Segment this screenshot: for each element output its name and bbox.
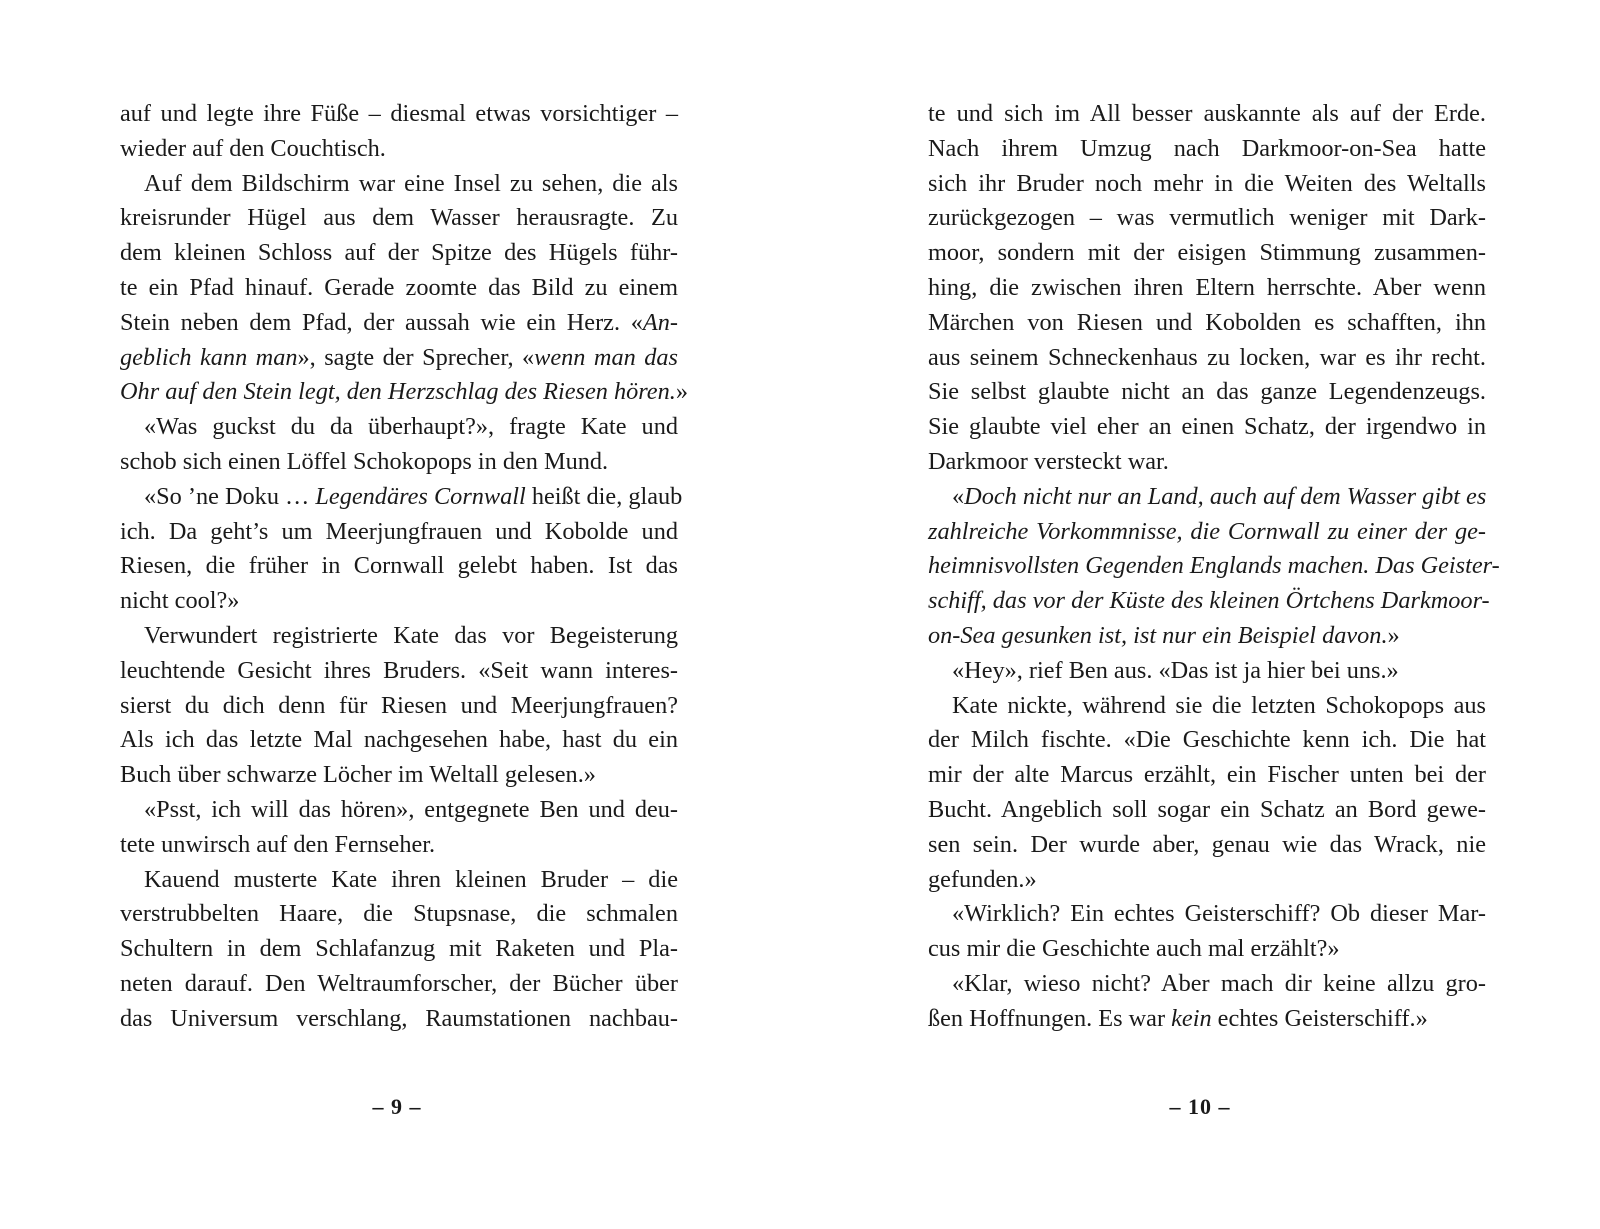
text-line [120,134,678,162]
text-line [952,656,1486,684]
text-segment: das Universum verschlang, Raumstationen nachbau- [120,1004,678,1032]
text-segment: kreisrunder Hügel aus dem Wasser herausragte. Zu [120,204,678,232]
text-line [120,937,678,961]
text-segment: Schultern in dem Schlafanzug mit Raketen und Pla- [120,935,678,963]
italic-text: schiff, das vor der Küste des kleinen Örtchens Darkmoor- [928,587,1490,615]
text-line [144,865,678,893]
text-segment: Märchen von Riesen und Kobolden es schafften, ihn [928,308,1486,336]
text-segment: », sagte der Sprecher, « [297,343,535,371]
text-segment: echtes Geisterschiff.» [1211,1004,1428,1032]
text-segment: sierst du dich denn für Riesen und Meerjungfrauen? [120,691,678,719]
text-segment: Kate nickte, während sie die letzten Schokopops aus [952,691,1486,719]
text-line [120,102,678,126]
text-segment: Riesen, die früher in Cornwall gelebt haben. Ist das [120,552,678,580]
text-line [928,380,1486,404]
text-segment: tete unwirsch auf den Fernseher. [120,830,436,858]
text-line [120,902,678,926]
text-segment: ich. Da geht’s um Meerjungfrauen und Kobolde und [120,517,678,545]
text-line [120,830,678,858]
text-segment: te ein Pfad hinauf. Gerade zoomte das Bild zu einem [120,274,678,301]
text-line [928,865,1486,893]
text-line [928,798,1486,822]
text-line [120,343,678,371]
text-line [120,728,678,752]
text-segment: aus seinem Schneckenhaus zu locken, war es ihr recht. [928,343,1486,371]
text-segment: nicht cool?» [120,587,240,615]
text-line [120,763,678,787]
text-segment: Nach ihrem Umzug nach Darkmoor-on-Sea hatte [928,134,1486,162]
italic-text: Legendäres Cornwall [315,482,526,510]
text-line [120,241,678,265]
text-line [928,728,1486,752]
italic-text: wenn man das [534,343,678,371]
text-line [120,589,678,613]
text-line [120,972,678,996]
text-segment: dem kleinen Schloss auf der Spitze des Hügels führ- [120,239,678,267]
text-line [928,624,1486,648]
text-line [144,798,678,822]
text-line [928,169,1486,197]
text-segment: Buch über schwarze Löcher im Weltall gelesen.» [120,761,596,789]
text-segment: auf und legte ihre Füße – diesmal etwas vorsichtiger – [120,100,678,127]
text-line [144,624,678,648]
text-line [952,972,1486,996]
text-segment: neten darauf. Den Weltraumforscher, der Bücher über [120,970,678,997]
text-line [120,691,678,719]
text-line [928,343,1486,371]
text-line [928,276,1486,300]
text-segment: gefunden.» [928,865,1037,893]
text-segment: Sie glaubte viel eher an einen Schatz, der irgendwo in [928,413,1486,441]
text-line [928,241,1486,265]
text-line [120,308,678,336]
text-segment: der Milch fischte. «Die Geschichte kenn ich. Die hat [928,726,1486,754]
text-segment: leuchtende Gesicht ihres Bruders. «Seit wann interes- [120,656,678,684]
text-line [144,482,683,510]
text-line [144,415,678,439]
text-line [928,206,1486,230]
text-segment: » [675,378,688,406]
text-segment: ßen Hoffnungen. Es war [928,1004,1172,1032]
text-segment: « [952,482,965,510]
text-line [928,552,1500,580]
text-segment: Stein neben dem Pfad, der aussah wie ein Herz. « [120,308,643,336]
text-line [120,554,678,578]
text-segment: Darkmoor versteckt war. [928,448,1169,475]
text-segment: wieder auf den Couchtisch. [120,134,386,162]
text-line [928,517,1486,545]
text-segment: «Hey», rief Ben aus. «Das ist ja hier bei uns.» [952,656,1399,684]
italic-text: on-Sea gesunken ist, ist nur ein Beispiel davon. [928,622,1388,649]
text-segment: Als ich das letzte Mal nachgesehen habe, hast du ein [120,726,678,754]
text-segment: «So ’ne Doku … [144,482,316,510]
text-segment: moor, sondern mit der eisigen Stimmung zusammen- [928,239,1486,267]
text-segment: » [1387,622,1400,649]
page-number-left: – 9 – [372,1094,422,1119]
text-segment: zurückgezogen – was vermutlich weniger mit Dark- [928,204,1486,232]
text-line [120,1004,678,1032]
text-segment: sen sein. Der wurde aber, genau wie das Wrack, nie [928,830,1486,858]
text-line [928,763,1486,787]
text-segment: cus mir die Geschichte auch mal erzählt?» [928,935,1340,963]
italic-text: Doch nicht nur an Land, auch auf dem Wasser gibt es [964,482,1487,510]
text-line [952,482,1487,510]
text-line [928,450,1486,474]
text-line [928,1004,1486,1032]
text-segment: «Psst, ich will das hören», entgegnete Ben und deu- [144,796,678,823]
text-line [952,691,1486,719]
text-line [120,206,678,230]
text-segment: schob sich einen Löffel Schokopops in den Mund. [120,448,609,475]
text-line [952,902,1486,926]
italic-text: Ohr auf den Stein legt, den Herzschlag des Riesen hören. [120,378,676,406]
text-line [928,102,1486,126]
italic-text: zahlreiche Vorkommnisse, die Cornwall zu einer der ge- [928,517,1486,545]
italic-text: kein [1171,1004,1212,1032]
text-segment: Sie selbst glaubte nicht an das ganze Legendenzeugs. [928,378,1486,406]
text-segment: Auf dem Bildschirm war eine Insel zu sehen, die als [144,169,678,197]
text-line [120,378,688,406]
italic-text: heimnisvollsten Gegenden Englands machen. Das Geister- [928,552,1500,580]
text-segment: te und sich im All besser auskannte als auf der Erde. [928,100,1486,127]
text-line [928,415,1486,439]
text-line [928,587,1490,615]
text-line [120,517,678,545]
text-segment: «Was guckst du da überhaupt?», fragte Kate und [144,413,678,441]
text-line [928,830,1486,858]
page-number-right: – 10 – [1169,1094,1231,1119]
text-line [120,656,678,684]
text-line [928,937,1486,961]
text-segment: heißt die, glaub [525,482,683,510]
italic-text: An- [642,308,678,336]
text-segment: Verwundert registrierte Kate das vor Begeisterung [144,622,678,649]
text-line [120,450,678,474]
text-segment: mir der alte Marcus erzählt, ein Fischer unten bei der [928,761,1486,789]
text-segment: sich ihr Bruder noch mehr in die Weiten des Weltalls [928,169,1486,197]
text-line [144,169,678,197]
right-page [800,0,1600,1229]
text-segment: Kauend musterte Kate ihren kleinen Bruder – die [144,865,678,893]
text-segment: Bucht. Angeblich soll sogar ein Schatz an Bord gewe- [928,796,1486,823]
text-segment: hing, die zwischen ihren Eltern herrschte. Aber wenn [928,274,1486,301]
text-line [120,276,678,300]
text-segment: «Wirklich? Ein echtes Geisterschiff? Ob dieser Mar- [952,900,1486,928]
text-segment: «Klar, wieso nicht? Aber mach dir keine allzu gro- [952,970,1486,997]
italic-text: geblich kann man [120,343,298,371]
text-line [928,134,1486,162]
text-line [928,308,1486,336]
text-segment: verstrubbelten Haare, die Stupsnase, die schmalen [120,900,678,928]
